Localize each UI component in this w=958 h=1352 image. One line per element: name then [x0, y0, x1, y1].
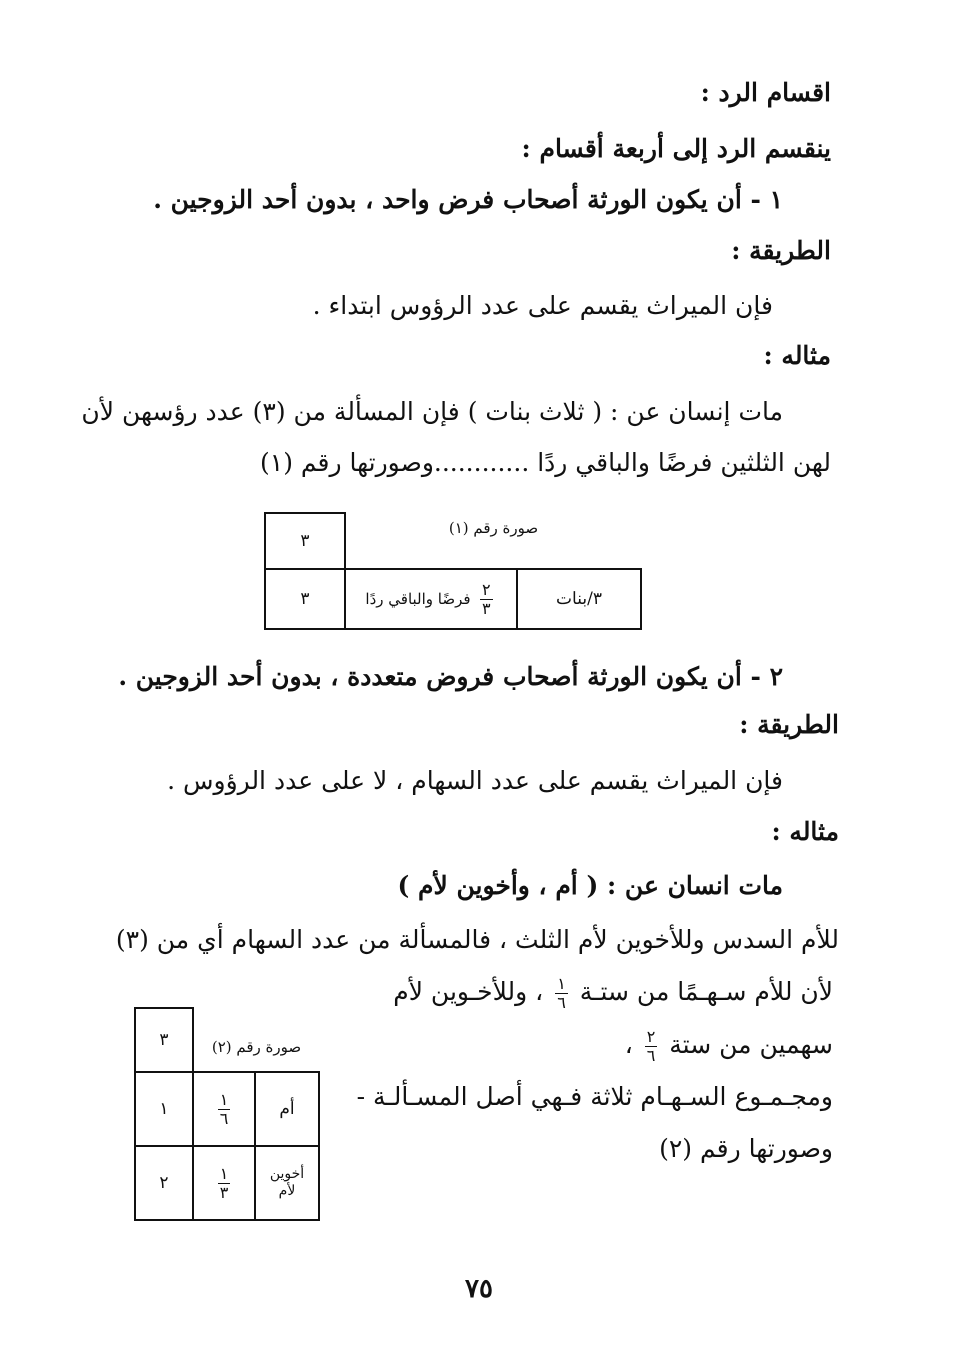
figure-2-heir-brothers: أخوين لأم	[255, 1146, 319, 1220]
method-2-text: فإن الميراث يقسم على عدد السهام ، لا على عدد الرؤوس .	[167, 766, 783, 795]
example-2-label: مثاله :	[771, 817, 839, 846]
figure-2-table	[134, 1007, 320, 1221]
figure-1-fraction: $\frac{٢}{٣}$	[481, 579, 491, 618]
example-2-line-6: وصورتها رقم (٢)	[659, 1134, 833, 1163]
one-sixth-fraction: $\frac{١}{٦}$	[557, 974, 566, 1012]
example-2-line-5: ومجـمـوع السـهـام ثلاثة فـهي أصل المسـألـة -	[356, 1082, 833, 1111]
figure-1-caption: صورة رقم (١)	[345, 513, 641, 569]
figure-1-heir: ٣/بنات	[517, 569, 641, 629]
figure-2-one-third: $\frac{١}{٣}$	[219, 1163, 229, 1202]
example-2-line-4: سهمين من ستة $\frac{٢}{٦}$ ،	[624, 1027, 833, 1065]
figure-1-table	[264, 512, 642, 630]
figure-1-share-text: فرضًا والباقي ردًا	[365, 589, 471, 608]
figure-2-fraction-cell-2	[193, 1146, 255, 1220]
example-1-line-1: مات إنسان عن : ( ثلاث بنات ) فإن المسألة من (٣) عدد رؤسهن لأن	[81, 397, 783, 426]
case-1-line: ١ - أن يكون الورثة أصحاب فرض واحد ، بدون أحد الزوجين .	[153, 185, 783, 214]
example-2-line-1: مات انسان عن : ( أم ، وأخوين لأم )	[397, 871, 783, 900]
method-1-text: فإن الميراث يقسم على عدد الرؤوس ابتداء .	[312, 291, 773, 320]
section-heading: اقسام الرد :	[700, 78, 831, 107]
example-2-line-3: لأن للأم سـهـمًا من ستـة $\frac{١}{٦}$ ، وللأخـوين لأم	[393, 974, 833, 1012]
figure-2-shares-mother: ١	[135, 1072, 193, 1146]
example-1-line-2: لهن الثلثين فرضًا والباقي ردًا ............وصورتها رقم (١)	[260, 448, 831, 477]
figure-2-shares-brothers: ٢	[135, 1146, 193, 1220]
figure-2-fraction-cell-1	[193, 1072, 255, 1146]
page-number: ٧٥	[465, 1274, 493, 1304]
method-1-label: الطريقة :	[731, 236, 831, 265]
figure-2-caption: صورة رقم (٢)	[193, 1008, 319, 1072]
figure-1-base: ٣	[265, 513, 345, 569]
method-2-label: الطريقة :	[739, 710, 839, 739]
two-sixths-fraction: $\frac{٢}{٦}$	[646, 1027, 656, 1065]
case-2-line: ٢ - أن يكون الورثة أصحاب فروض متعددة ، بدون أحد الزوجين .	[118, 662, 783, 691]
intro-line: ينقسم الرد إلى أربعة أقسام :	[521, 134, 831, 163]
figure-2-base: ٣	[135, 1008, 193, 1072]
figure-2-heir-mother: أم	[255, 1072, 319, 1146]
figure-1-shares: ٣	[265, 569, 345, 629]
figure-1-share-cell	[345, 569, 517, 629]
example-1-label: مثاله :	[763, 341, 831, 370]
figure-2-one-sixth: $\frac{١}{٦}$	[219, 1089, 229, 1128]
example-2-line-2: للأم السدس وللأخوين لأم الثلث ، فالمسألة من عدد السهام أي من (٣)	[115, 925, 839, 954]
